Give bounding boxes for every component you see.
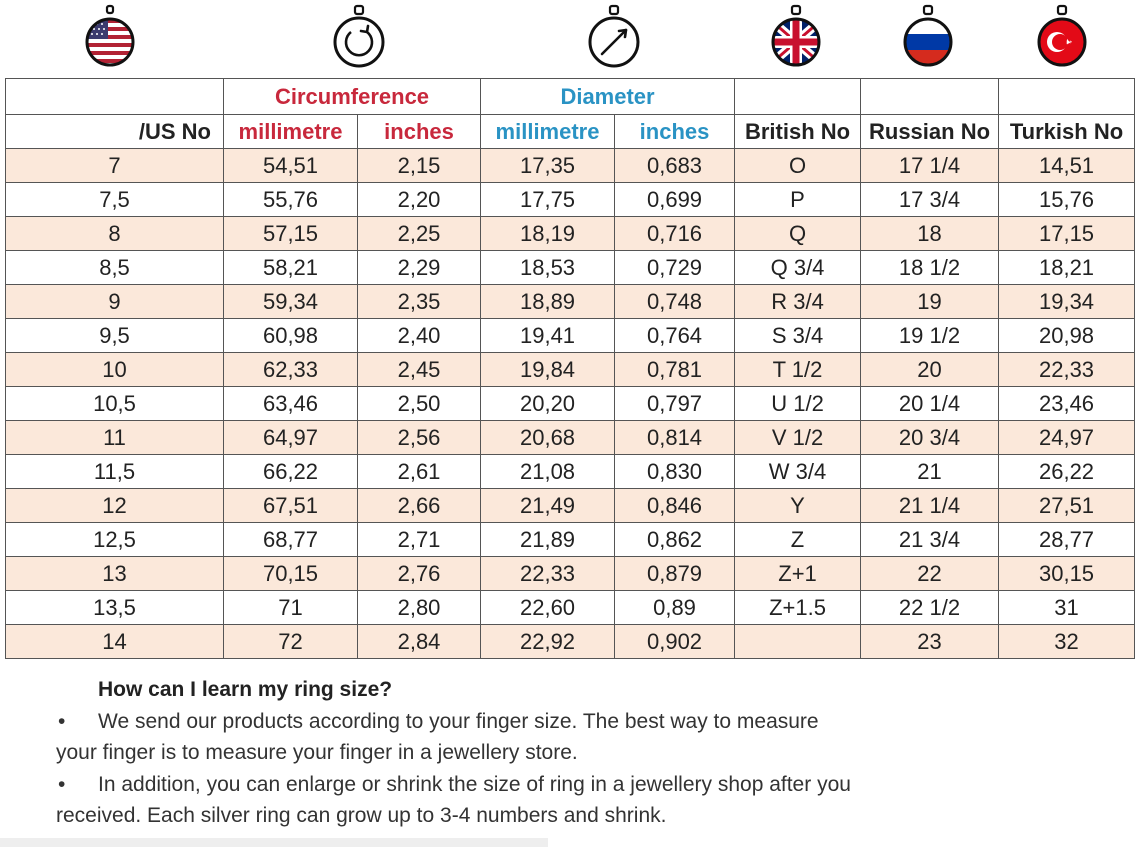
diameter-inches-cell: 0,729: [615, 251, 735, 285]
diameter-mm-cell: 20,20: [481, 387, 615, 421]
uk-flag-icon: [766, 4, 826, 74]
turkish-size-cell: 32: [999, 625, 1135, 659]
turkish-size-cell: 23,46: [999, 387, 1135, 421]
diameter-inches-header: inches: [615, 115, 735, 149]
diameter-inches-cell: 0,748: [615, 285, 735, 319]
bottom-bar: [0, 838, 548, 847]
table-row: [6, 421, 1135, 455]
russian-size-cell: 17 1/4: [861, 149, 999, 183]
diameter-header: Diameter: [481, 79, 735, 115]
turkish-size-cell: 24,97: [999, 421, 1135, 455]
table-row: [6, 183, 1135, 217]
group-header-row: [6, 79, 1135, 115]
british-size-cell: Q 3/4: [735, 251, 861, 285]
bullet-dot: •: [58, 710, 66, 733]
diameter-inches-cell: 0,902: [615, 625, 735, 659]
turkish-size-header: Turkish No: [999, 115, 1135, 149]
us-size-cell: 14: [6, 625, 224, 659]
circumference-mm-cell: 68,77: [224, 523, 358, 557]
diameter-inches-cell: 0,862: [615, 523, 735, 557]
diameter-mm-cell: 22,33: [481, 557, 615, 591]
info-title: How can I learn my ring size?: [98, 678, 393, 701]
circumference-mm-cell: 62,33: [224, 353, 358, 387]
table-row: [6, 217, 1135, 251]
circumference-header: Circumference: [224, 79, 481, 115]
circumference-inches-cell: 2,80: [358, 591, 481, 625]
us-size-cell: 12: [6, 489, 224, 523]
circumference-inches-cell: 2,45: [358, 353, 481, 387]
turkish-size-cell: 15,76: [999, 183, 1135, 217]
diameter-mm-cell: 18,89: [481, 285, 615, 319]
turkish-size-cell: 30,15: [999, 557, 1135, 591]
diameter-mm-cell: 18,53: [481, 251, 615, 285]
circumference-mm-cell: 60,98: [224, 319, 358, 353]
us-size-cell: 9: [6, 285, 224, 319]
us-size-cell: 8: [6, 217, 224, 251]
circumference-mm-cell: 67,51: [224, 489, 358, 523]
empty-header-cell: [6, 79, 224, 115]
circumference-mm-cell: 54,51: [224, 149, 358, 183]
circumference-inches-cell: 2,15: [358, 149, 481, 183]
us-flag-icon: [80, 4, 140, 74]
circumference-inches-cell: 2,66: [358, 489, 481, 523]
diameter-mm-cell: 19,84: [481, 353, 615, 387]
us-size-cell: 9,5: [6, 319, 224, 353]
bullet-2-line-2: received. Each silver ring can grow up to 3-4 numbers and shrink.: [56, 804, 667, 827]
russia-flag-icon: [898, 4, 958, 74]
circumference-mm-cell: 70,15: [224, 557, 358, 591]
circumference-mm-cell: 58,21: [224, 251, 358, 285]
table-row: [6, 251, 1135, 285]
table-row: [6, 625, 1135, 659]
british-size-header: British No: [735, 115, 861, 149]
us-size-cell: 8,5: [6, 251, 224, 285]
russian-size-cell: 19: [861, 285, 999, 319]
bullet-1-line-1: We send our products according to your finger size. The best way to measure: [98, 710, 819, 733]
table-row: [6, 591, 1135, 625]
us-size-cell: 13: [6, 557, 224, 591]
column-header-row: [6, 115, 1135, 149]
russian-size-cell: 18 1/2: [861, 251, 999, 285]
british-size-cell: T 1/2: [735, 353, 861, 387]
circumference-inches-cell: 2,25: [358, 217, 481, 251]
turkish-size-cell: 14,51: [999, 149, 1135, 183]
table-row: [6, 557, 1135, 591]
bullet-1-line-2: your finger is to measure your finger in a jewellery store.: [56, 741, 578, 764]
ring-circumference-icon: [329, 4, 389, 74]
us-size-cell: 11,5: [6, 455, 224, 489]
diameter-mm-cell: 18,19: [481, 217, 615, 251]
british-size-cell: P: [735, 183, 861, 217]
russian-size-cell: 23: [861, 625, 999, 659]
circumference-inches-cell: 2,71: [358, 523, 481, 557]
british-size-cell: R 3/4: [735, 285, 861, 319]
british-size-cell: V 1/2: [735, 421, 861, 455]
diameter-mm-cell: 19,41: [481, 319, 615, 353]
ring-diameter-icon: [584, 4, 644, 74]
diameter-inches-cell: 0,830: [615, 455, 735, 489]
diameter-inches-cell: 0,797: [615, 387, 735, 421]
circumference-inches-cell: 2,50: [358, 387, 481, 421]
russian-size-cell: 22: [861, 557, 999, 591]
diameter-mm-cell: 17,35: [481, 149, 615, 183]
table-row: [6, 523, 1135, 557]
table-row: [6, 149, 1135, 183]
diameter-inches-cell: 0,683: [615, 149, 735, 183]
diameter-inches-cell: 0,846: [615, 489, 735, 523]
circumference-inches-cell: 2,61: [358, 455, 481, 489]
us-size-cell: 7: [6, 149, 224, 183]
us-size-cell: 10: [6, 353, 224, 387]
us-size-cell: 12,5: [6, 523, 224, 557]
us-size-cell: 7,5: [6, 183, 224, 217]
turkish-size-cell: 31: [999, 591, 1135, 625]
british-size-cell: O: [735, 149, 861, 183]
russian-size-cell: 21 1/4: [861, 489, 999, 523]
turkish-size-cell: 18,21: [999, 251, 1135, 285]
british-size-cell: [735, 625, 861, 659]
circumference-mm-header: millimetre: [224, 115, 358, 149]
bullet-dot: •: [58, 773, 66, 796]
empty-header-cell: [999, 79, 1135, 115]
russian-size-cell: 17 3/4: [861, 183, 999, 217]
turkish-size-cell: 26,22: [999, 455, 1135, 489]
table-row: [6, 285, 1135, 319]
british-size-cell: Z: [735, 523, 861, 557]
circumference-mm-cell: 66,22: [224, 455, 358, 489]
russian-size-cell: 18: [861, 217, 999, 251]
circumference-inches-cell: 2,29: [358, 251, 481, 285]
russian-size-cell: 20: [861, 353, 999, 387]
circumference-mm-cell: 71: [224, 591, 358, 625]
british-size-cell: U 1/2: [735, 387, 861, 421]
empty-header-cell: [735, 79, 861, 115]
turkish-size-cell: 28,77: [999, 523, 1135, 557]
diameter-mm-cell: 22,60: [481, 591, 615, 625]
russian-size-cell: 19 1/2: [861, 319, 999, 353]
circumference-inches-cell: 2,35: [358, 285, 481, 319]
russian-size-cell: 20 3/4: [861, 421, 999, 455]
turkish-size-cell: 17,15: [999, 217, 1135, 251]
table-row: [6, 455, 1135, 489]
empty-header-cell: [861, 79, 999, 115]
british-size-cell: S 3/4: [735, 319, 861, 353]
diameter-inches-cell: 0,716: [615, 217, 735, 251]
diameter-inches-cell: 0,814: [615, 421, 735, 455]
circumference-mm-cell: 57,15: [224, 217, 358, 251]
diameter-mm-cell: 20,68: [481, 421, 615, 455]
circumference-inches-header: inches: [358, 115, 481, 149]
turkish-size-cell: 20,98: [999, 319, 1135, 353]
circumference-mm-cell: 63,46: [224, 387, 358, 421]
table-row: [6, 319, 1135, 353]
table-row: [6, 387, 1135, 421]
british-size-cell: W 3/4: [735, 455, 861, 489]
diameter-mm-cell: 22,92: [481, 625, 615, 659]
diameter-inches-cell: 0,764: [615, 319, 735, 353]
circumference-inches-cell: 2,20: [358, 183, 481, 217]
british-size-cell: Y: [735, 489, 861, 523]
turkish-size-cell: 27,51: [999, 489, 1135, 523]
table-body: [6, 149, 1135, 659]
us-size-cell: 11: [6, 421, 224, 455]
us-size-cell: 10,5: [6, 387, 224, 421]
circumference-inches-cell: 2,76: [358, 557, 481, 591]
russian-size-cell: 22 1/2: [861, 591, 999, 625]
diameter-mm-cell: 21,89: [481, 523, 615, 557]
russian-size-cell: 20 1/4: [861, 387, 999, 421]
turkish-size-cell: 22,33: [999, 353, 1135, 387]
us-size-header: /US No: [6, 115, 224, 149]
russian-size-cell: 21: [861, 455, 999, 489]
turkish-size-cell: 19,34: [999, 285, 1135, 319]
russian-size-header: Russian No: [861, 115, 999, 149]
diameter-inches-cell: 0,781: [615, 353, 735, 387]
table-row: [6, 353, 1135, 387]
circumference-mm-cell: 64,97: [224, 421, 358, 455]
british-size-cell: Z+1: [735, 557, 861, 591]
diameter-mm-header: millimetre: [481, 115, 615, 149]
circumference-mm-cell: 55,76: [224, 183, 358, 217]
circumference-inches-cell: 2,40: [358, 319, 481, 353]
bullet-2-line-1: In addition, you can enlarge or shrink the size of ring in a jewellery shop after you: [98, 773, 851, 796]
table-row: [6, 489, 1135, 523]
diameter-inches-cell: 0,699: [615, 183, 735, 217]
icon-row: [0, 0, 1140, 78]
circumference-mm-cell: 72: [224, 625, 358, 659]
diameter-inches-cell: 0,89: [615, 591, 735, 625]
diameter-mm-cell: 21,49: [481, 489, 615, 523]
russian-size-cell: 21 3/4: [861, 523, 999, 557]
turkey-flag-icon: [1032, 4, 1092, 74]
british-size-cell: Q: [735, 217, 861, 251]
us-size-cell: 13,5: [6, 591, 224, 625]
circumference-inches-cell: 2,84: [358, 625, 481, 659]
circumference-mm-cell: 59,34: [224, 285, 358, 319]
circumference-inches-cell: 2,56: [358, 421, 481, 455]
british-size-cell: Z+1.5: [735, 591, 861, 625]
ring-size-table: [5, 78, 1135, 659]
diameter-mm-cell: 21,08: [481, 455, 615, 489]
diameter-inches-cell: 0,879: [615, 557, 735, 591]
diameter-mm-cell: 17,75: [481, 183, 615, 217]
